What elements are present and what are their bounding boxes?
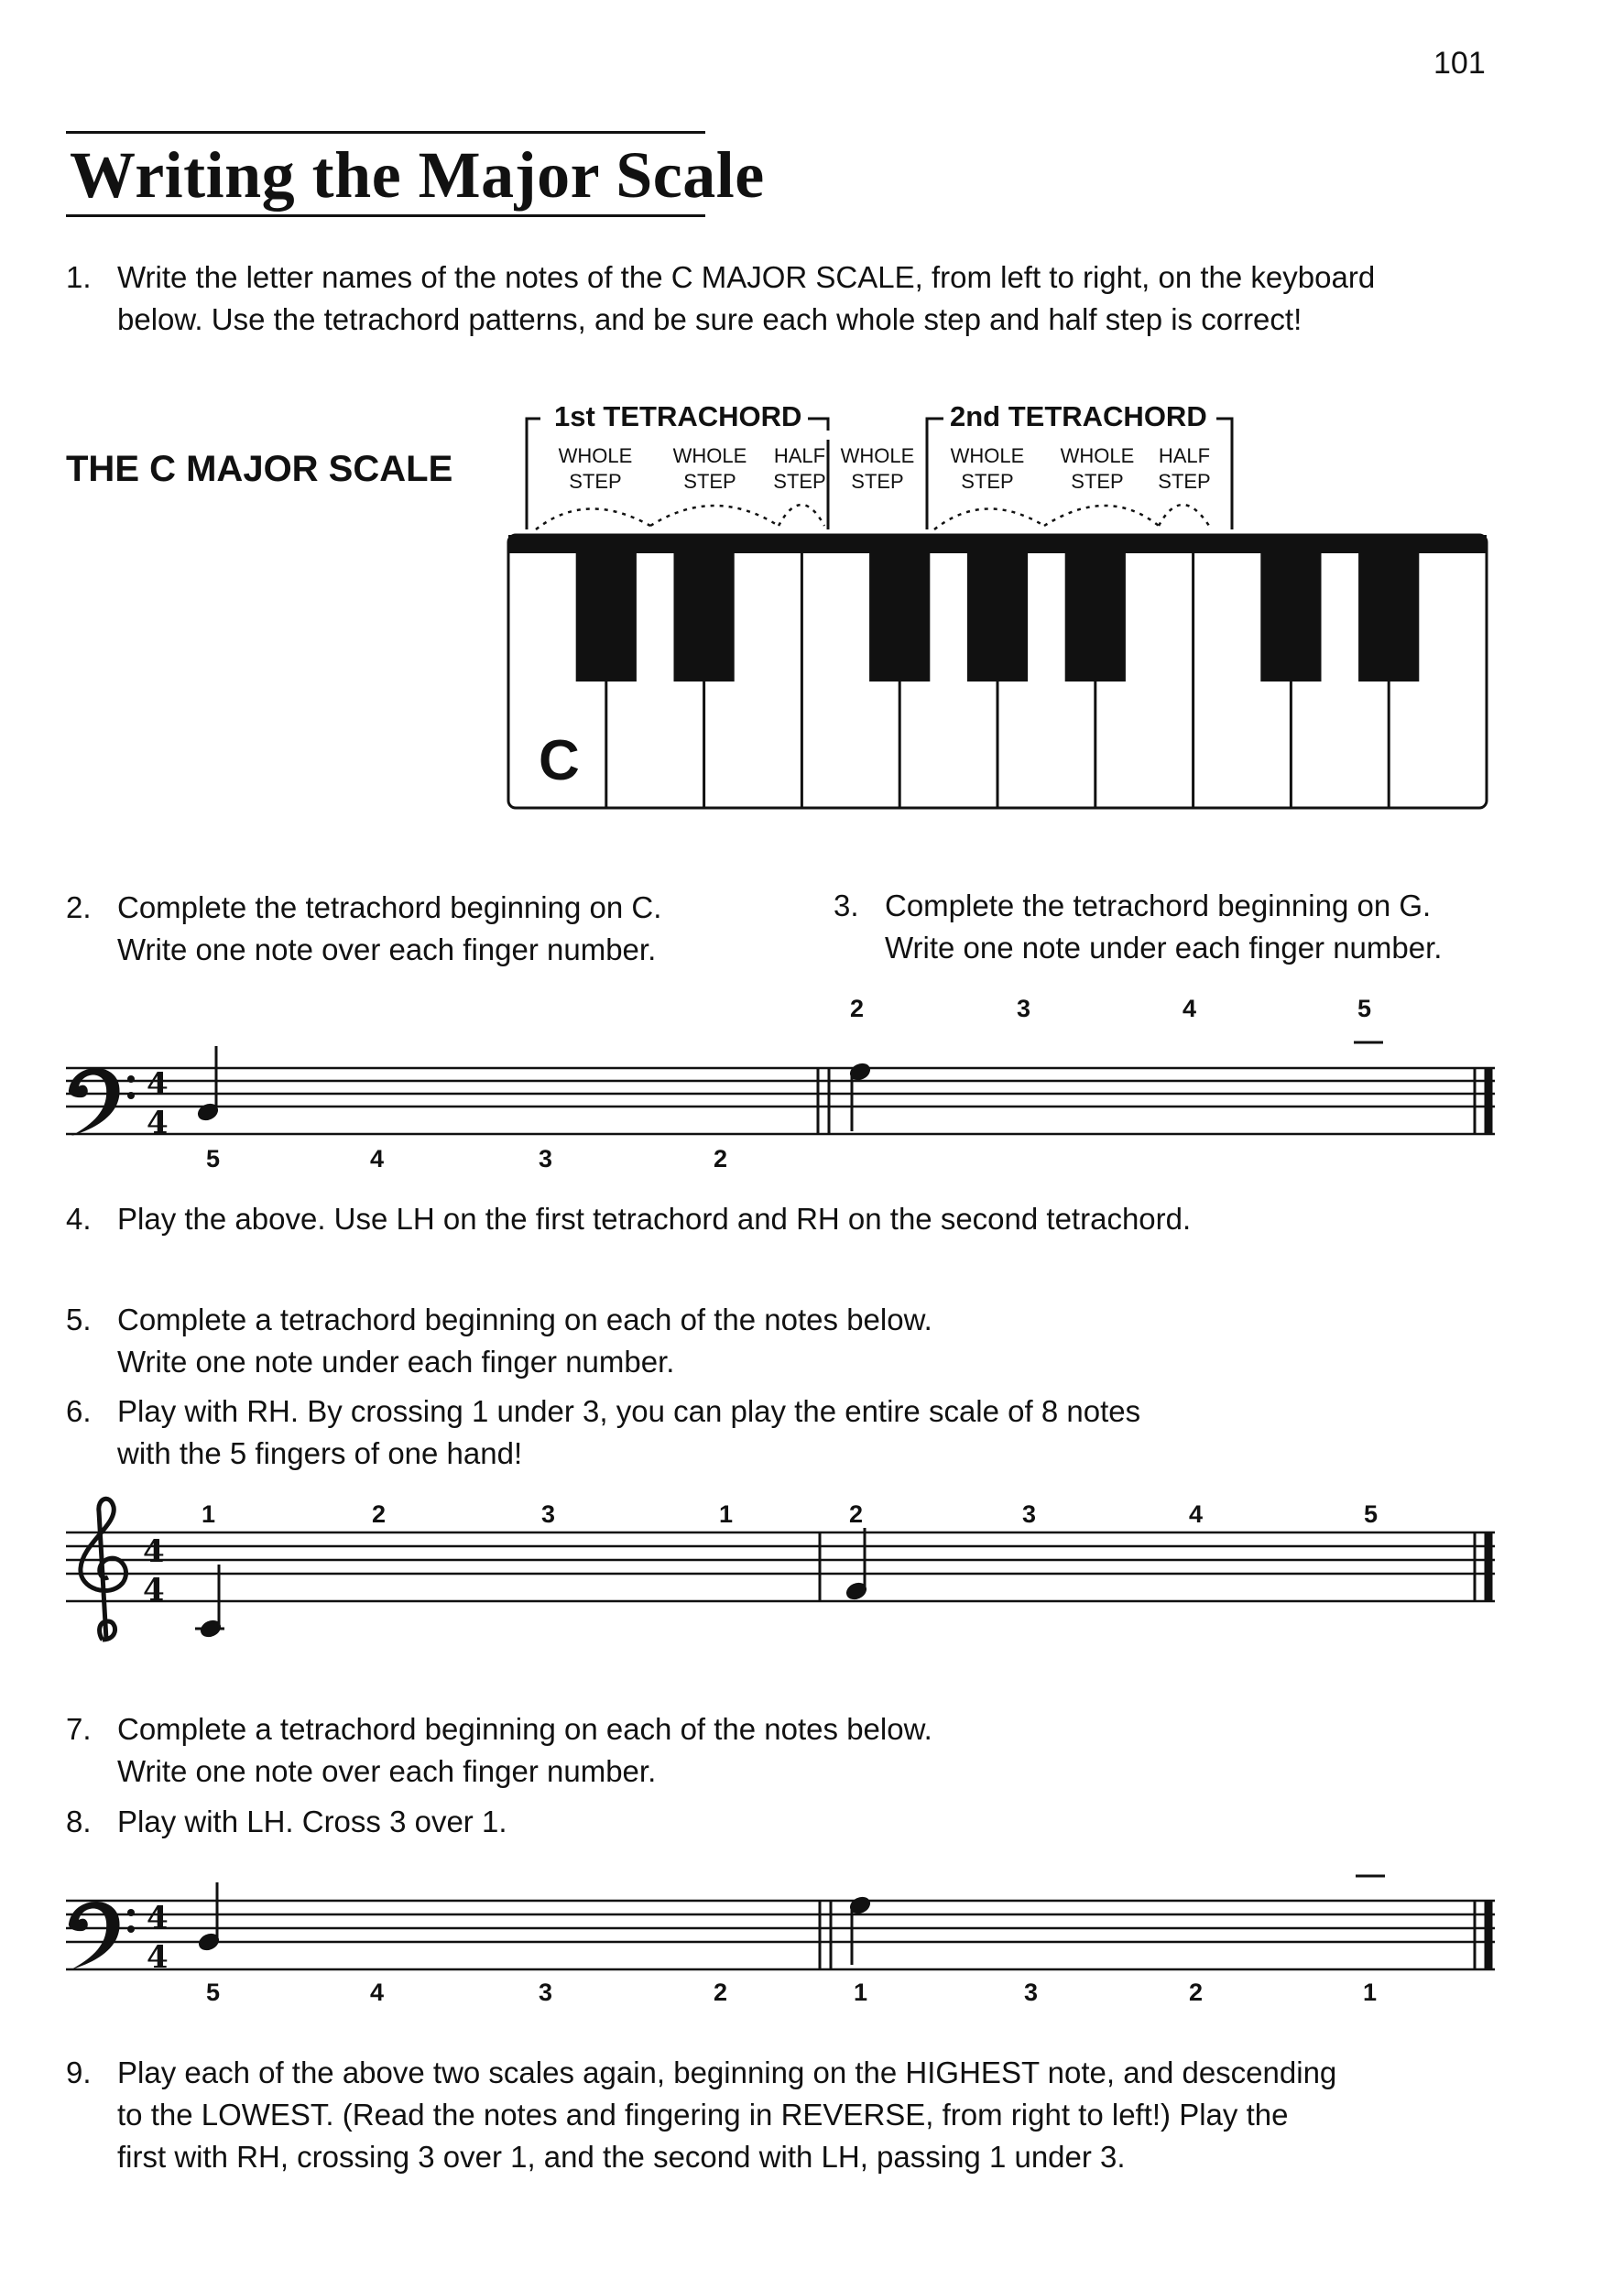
finger-number: 5 — [1357, 995, 1372, 1022]
step-label-bottom: STEP — [773, 470, 826, 493]
staff-1 — [66, 1042, 1495, 1134]
instruction-text: Write one note under each finger number. — [117, 1345, 675, 1379]
step-label-top: WHOLE — [840, 444, 915, 467]
finger-number: 1 — [1363, 1979, 1378, 2006]
step-label-top: WHOLE — [1060, 444, 1135, 467]
instruction-text: first with RH, crossing 3 over 1, and the second with LH, passing 1 under 3. — [117, 2140, 1126, 2174]
finger-number: 1 — [854, 1979, 868, 2006]
black-key — [1358, 553, 1419, 682]
time-signature-top: 4 — [147, 1900, 169, 1936]
instruction-text: with the 5 fingers of one hand! — [117, 1436, 523, 1470]
instruction-number: 6. — [66, 1394, 92, 1428]
staff-3 — [66, 1876, 1495, 1969]
key-label-c: C — [539, 729, 580, 792]
instruction-text: Play with RH. By crossing 1 under 3, you can play the entire scale of 8 notes — [117, 1394, 1141, 1428]
finger-number: 4 — [1183, 995, 1197, 1022]
time-signature-bottom: 4 — [147, 1939, 169, 1976]
step-label — [832, 443, 923, 495]
instruction-text: Complete the tetrachord beginning on C. — [117, 890, 662, 924]
instruction-5 — [66, 1299, 932, 1383]
time-signature-bottom: 4 — [143, 1572, 165, 1608]
tetrachord-1-heading: 1st TETRACHORD — [554, 400, 802, 432]
step-label — [1152, 443, 1216, 495]
instruction-number: 7. — [66, 1712, 92, 1746]
finger-number: 5 — [206, 1145, 221, 1172]
step-label-bottom: STEP — [961, 470, 1014, 493]
step-label-top: WHOLE — [558, 444, 633, 467]
step-arcs — [536, 505, 1209, 529]
finger-number: 4 — [1189, 1500, 1204, 1528]
treble-clef-icon — [81, 1499, 126, 1640]
instruction-6 — [66, 1390, 1140, 1475]
instruction-8 — [66, 1801, 507, 1843]
step-label — [768, 443, 832, 495]
step-label-bottom: STEP — [569, 470, 622, 493]
step-label-top: HALF — [1158, 444, 1211, 467]
staff-2 — [66, 1532, 1495, 1629]
step-label-bottom: STEP — [683, 470, 736, 493]
step-label — [664, 443, 756, 495]
step-label — [942, 443, 1033, 495]
bass-clef-icon — [69, 1902, 135, 1969]
finger-number: 3 — [539, 1145, 553, 1172]
instruction-9 — [66, 2052, 1336, 2178]
instruction-text: to the LOWEST. (Read the notes and fingering in REVERSE, from right to left!) Play the — [117, 2098, 1289, 2132]
instruction-7 — [66, 1708, 932, 1793]
tetrachord-2-heading: 2nd TETRACHORD — [950, 400, 1207, 432]
black-key — [1065, 553, 1126, 682]
bass-clef-icon — [69, 1068, 135, 1136]
finger-number: 2 — [1189, 1979, 1204, 2006]
time-signature-top: 4 — [143, 1533, 165, 1570]
time-signature-bottom: 4 — [147, 1105, 169, 1141]
staff-2-notes — [199, 1528, 869, 1640]
instruction-number: 4. — [66, 1202, 92, 1236]
step-label — [1052, 443, 1143, 495]
instruction-text: Write one note over each finger number. — [117, 1754, 657, 1788]
black-key — [869, 553, 930, 682]
step-label-top: WHOLE — [672, 444, 747, 467]
staff-3-notes — [197, 1882, 873, 1965]
instruction-text: Write the letter names of the notes of the C MAJOR SCALE, from left to right, on the keyboard — [117, 260, 1376, 294]
instruction-number: 5. — [66, 1303, 92, 1336]
step-label-top: WHOLE — [950, 444, 1025, 467]
finger-number: 3 — [1022, 1500, 1037, 1528]
finger-number: 5 — [206, 1979, 221, 2006]
black-key — [967, 553, 1028, 682]
instruction-number: 8. — [66, 1805, 92, 1838]
finger-number: 3 — [541, 1500, 556, 1528]
instruction-text: Play the above. Use LH on the first tetrachord and RH on the second tetrachord. — [117, 1202, 1192, 1236]
instruction-text: below. Use the tetrachord patterns, and be sure each whole step and half step is correct! — [117, 302, 1302, 336]
page-number: 101 — [1433, 46, 1486, 81]
finger-number: 1 — [719, 1500, 734, 1528]
step-label-bottom: STEP — [1158, 470, 1211, 493]
instruction-text: Play each of the above two scales again, beginning on the HIGHEST note, and descending — [117, 2056, 1337, 2089]
black-key — [576, 553, 637, 682]
instruction-number: 9. — [66, 2056, 92, 2089]
finger-number: 2 — [850, 995, 865, 1022]
piano-keyboard — [508, 535, 1487, 808]
finger-number: 2 — [714, 1145, 728, 1172]
instruction-number: 2. — [66, 890, 92, 924]
finger-number: 4 — [370, 1979, 385, 2006]
instruction-text: Complete the tetrachord beginning on G. — [885, 889, 1432, 922]
page-title: Writing the Major Scale — [70, 138, 765, 212]
instruction-number: 1. — [66, 260, 92, 294]
instruction-number: 3. — [834, 889, 859, 922]
instruction-text: Complete a tetrachord beginning on each of the notes below. — [117, 1712, 932, 1746]
staff-1-notes — [196, 1046, 873, 1131]
finger-number: 3 — [539, 1979, 553, 2006]
finger-number: 2 — [849, 1500, 864, 1528]
step-label-bottom: STEP — [851, 470, 904, 493]
time-signature-top: 4 — [147, 1066, 169, 1103]
finger-number: 1 — [202, 1500, 216, 1528]
instruction-text: Complete a tetrachord beginning on each of the notes below. — [117, 1303, 932, 1336]
step-label — [550, 443, 641, 495]
finger-number: 2 — [372, 1500, 387, 1528]
instruction-text: Write one note over each finger number. — [117, 932, 657, 966]
step-label-top: HALF — [773, 444, 826, 467]
finger-number: 5 — [1364, 1500, 1379, 1528]
finger-number: 3 — [1017, 995, 1031, 1022]
finger-number: 3 — [1024, 1979, 1039, 2006]
finger-number: 4 — [370, 1145, 385, 1172]
finger-number: 2 — [714, 1979, 728, 2006]
black-key — [673, 553, 734, 682]
instruction-4 — [66, 1198, 1191, 1240]
step-label-bottom: STEP — [1071, 470, 1124, 493]
scale-label: THE C MAJOR SCALE — [66, 449, 453, 489]
instruction-2 — [66, 887, 661, 971]
instruction-3 — [834, 885, 1442, 969]
instruction-text: Play with LH. Cross 3 over 1. — [117, 1805, 507, 1838]
instruction-text: Write one note under each finger number. — [885, 931, 1443, 965]
black-key — [1260, 553, 1321, 682]
